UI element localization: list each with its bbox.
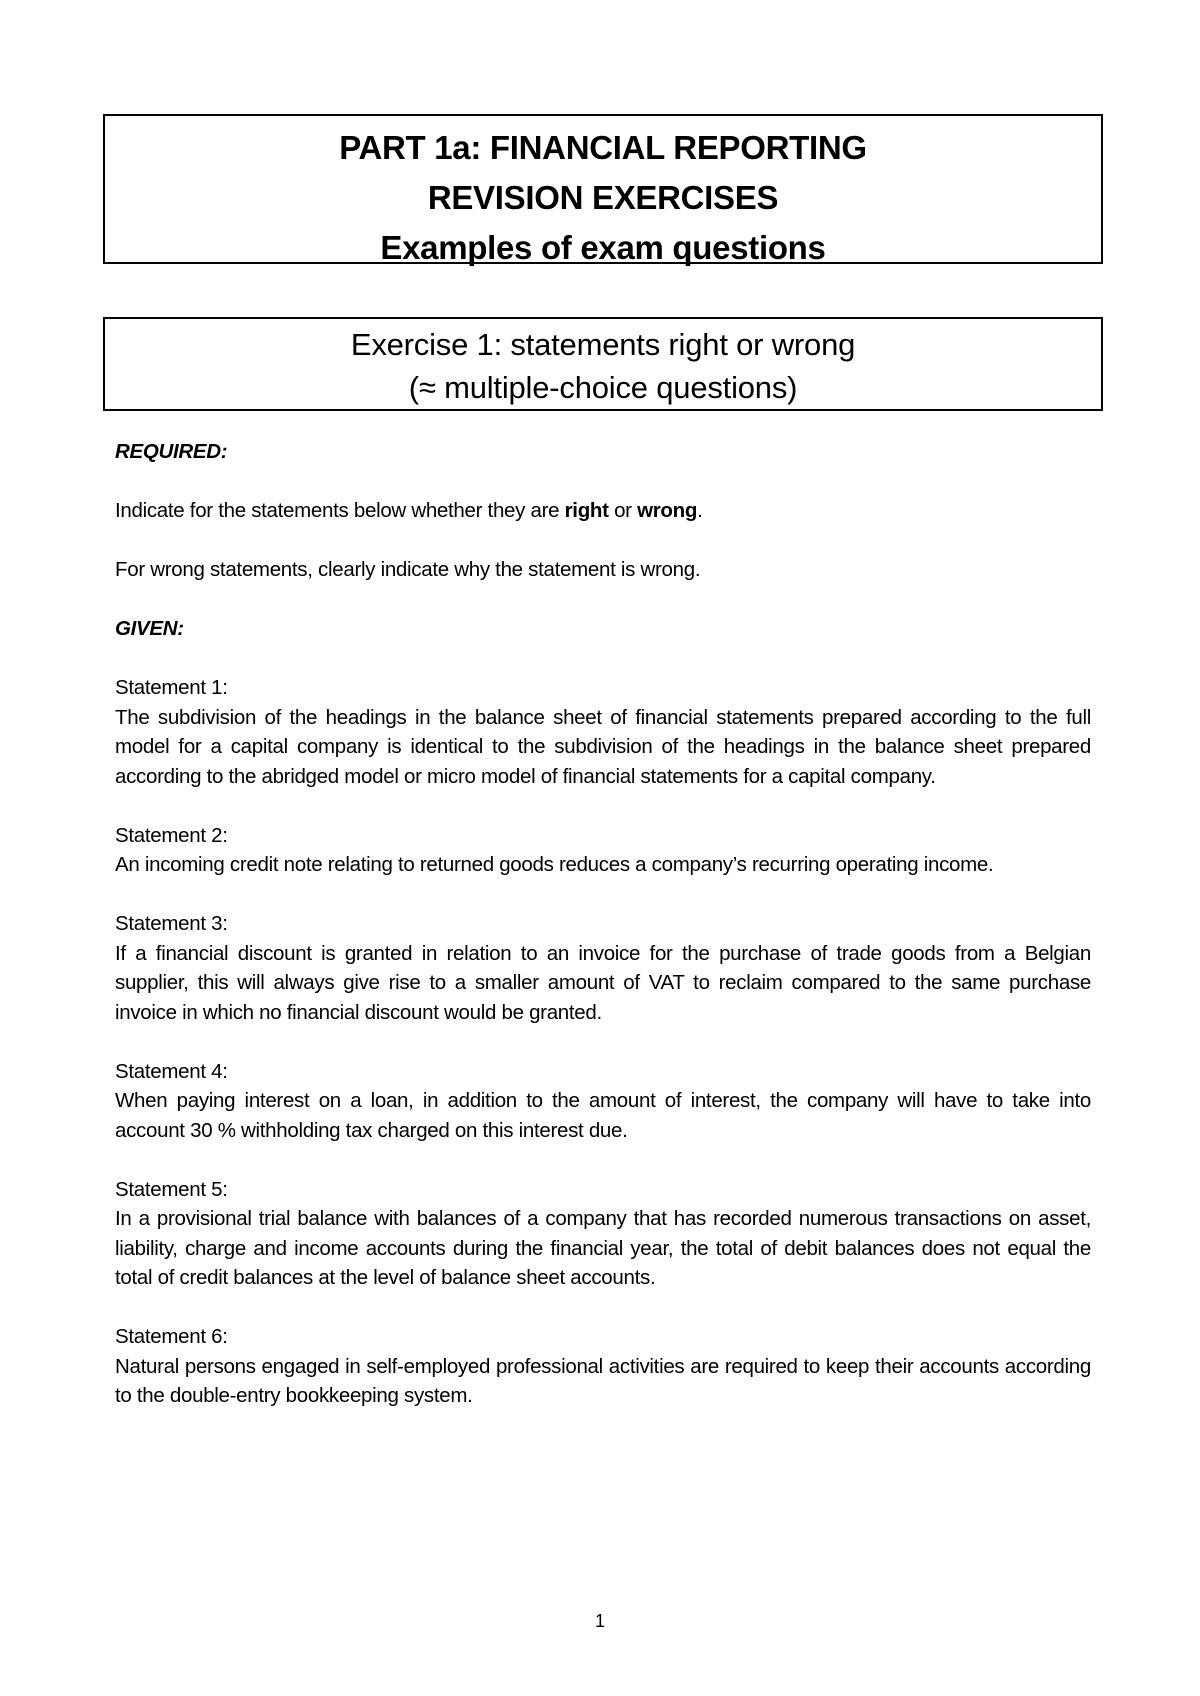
statement-4 — [115, 1057, 1091, 1146]
instruction-text-before: Indicate for the statements below whether they are — [115, 499, 565, 522]
statement-1 — [115, 673, 1091, 791]
statement-title: Statement 3: — [115, 912, 228, 935]
instruction-text-after: . — [697, 499, 703, 522]
document-body — [115, 437, 1091, 1440]
statement-6 — [115, 1322, 1091, 1411]
title-line-1: PART 1a: FINANCIAL REPORTING — [339, 129, 867, 166]
statement-text: Natural persons engaged in self-employed professional activities are required to keep their accounts according to the double-entry bookkeeping system. — [115, 1354, 1091, 1407]
given-label: GIVEN: — [115, 617, 184, 640]
title-box — [103, 114, 1103, 264]
required-instruction — [115, 496, 1091, 526]
exercise-title: Exercise 1: statements right or wrong — [350, 327, 856, 362]
statement-title: Statement 1: — [115, 676, 228, 699]
statement-2 — [115, 821, 1091, 880]
statement-5 — [115, 1175, 1091, 1293]
required-label: REQUIRED: — [115, 440, 228, 463]
statement-text: In a provisional trial balance with balances of a company that has recorded numerous transactions on asset, liability, charge and income accounts during the financial year, the total of debit balances does not equal the total of credit balances at the level of balance sheet accounts. — [115, 1207, 1091, 1289]
statement-title: Statement 6: — [115, 1325, 228, 1348]
title-line-3: Examples of exam questions — [380, 229, 826, 266]
statement-text: When paying interest on a loan, in addition to the amount of interest, the company will have to take into account 30 % withholding tax charged on this interest due. — [115, 1089, 1091, 1142]
right-keyword: right — [564, 499, 609, 522]
exercise-subtitle: (≈ multiple-choice questions) — [408, 370, 798, 405]
wrong-keyword: wrong — [637, 499, 698, 522]
statement-text: If a financial discount is granted in relation to an invoice for the purchase of trade goods from a Belgian supplier, this will always give rise to a smaller amount of VAT to reclaim compared to the same purchase invoice in which no financial discount would be granted. — [115, 941, 1091, 1024]
exercise-heading-box — [103, 317, 1103, 411]
page-number: 1 — [594, 1611, 605, 1631]
statement-3 — [115, 909, 1091, 1027]
required-instruction-2: For wrong statements, clearly indicate why the statement is wrong. — [115, 558, 701, 581]
statement-text: The subdivision of the headings in the balance sheet of financial statements prepared according to the full model for a capital company is identical to the subdivision of the headings in the balance sheet prepared according to the abridged model or micro model of financial statements for a capital company. — [115, 705, 1091, 788]
statement-title: Statement 5: — [115, 1177, 228, 1201]
statement-title: Statement 4: — [115, 1059, 228, 1083]
statement-text: An incoming credit note relating to returned goods reduces a company’s recurring operating income. — [115, 853, 994, 876]
title-line-2: REVISION EXERCISES — [427, 179, 779, 216]
statement-title: Statement 2: — [115, 823, 228, 847]
instruction-or: or — [608, 499, 638, 522]
